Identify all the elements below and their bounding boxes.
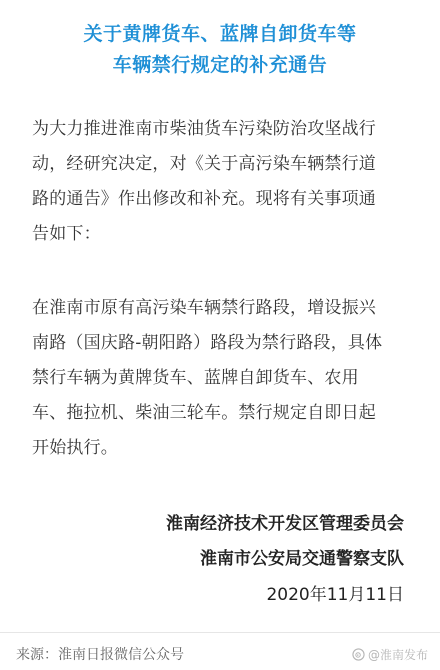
paragraph-1-line-4: 告如下： [32,224,101,244]
paragraph-1-line-3: 路的通告》作出修改和补充。现将有关事项通 [32,189,376,209]
paragraph-2-line-2: 南路（国庆路-朝阳路）路段为禁行路段，具体 [32,333,383,353]
notice-title-line-1: 关于黄牌货车、蓝牌自卸货车等 [83,23,357,45]
signature-org-traffic-police: 淮南市公安局交通警察支队 [200,549,404,569]
paragraph-2-line-1: 在淮南市原有高污染车辆禁行路段，增设振兴 [32,298,376,318]
watermark-text: @淮南发布 [367,648,428,662]
footer-divider [0,632,440,633]
notice-title-line-2: 车辆禁行规定的补充通告 [112,54,328,76]
weibo-watermark [352,646,428,663]
signature-date: 2020年11月11日 [266,585,404,605]
weibo-icon [352,648,365,661]
paragraph-1-line-2: 动，经研究决定，对《关于高污染车辆禁行道 [32,154,376,174]
signature-org-development-zone: 淮南经济技术开发区管理委员会 [166,514,404,534]
paragraph-2-line-5: 开始执行。 [32,438,118,458]
paragraph-1-line-1: 为大力推进淮南市柴油货车污染防治攻坚战行 [32,119,376,139]
paragraph-2-line-4: 车、拖拉机、柴油三轮车。禁行规定自即日起 [32,403,376,423]
paragraph-2-line-3: 禁行车辆为黄牌货车、蓝牌自卸货车、农用 [32,368,359,388]
source-label: 来源：淮南日报微信公众号 [16,647,184,663]
